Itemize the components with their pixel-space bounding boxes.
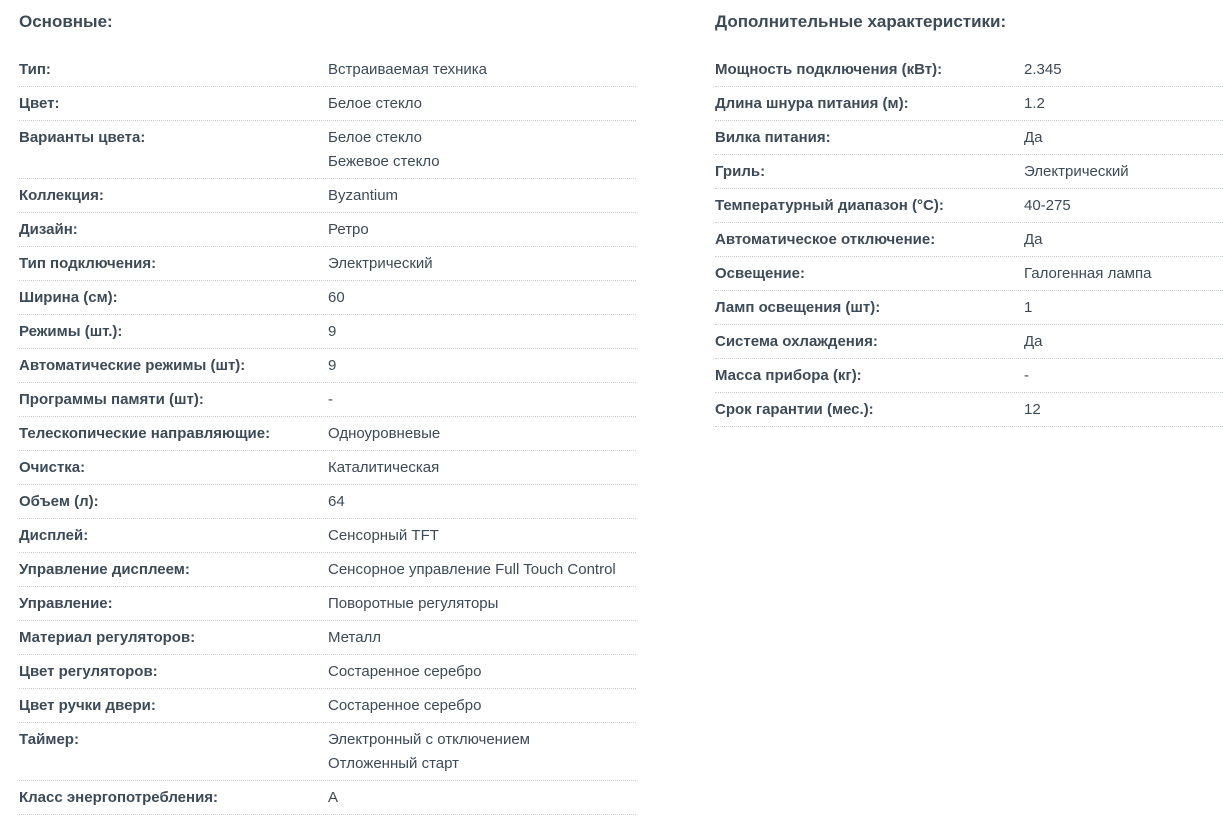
main-specs-list (19, 53, 636, 815)
spec-value: - (1024, 367, 1029, 384)
spec-label: Гриль: (715, 163, 766, 180)
spec-row-auto-modes (19, 349, 636, 383)
spec-value: Металл (328, 629, 382, 646)
spec-label: Ламп освещения (шт): (715, 299, 881, 316)
spec-row-timer (19, 723, 636, 781)
spec-label: Телескопические направляющие: (19, 425, 271, 442)
spec-value: Каталитическая (328, 459, 440, 476)
spec-row-energy-class (19, 781, 636, 815)
spec-value: 9 (328, 323, 337, 340)
spec-label: Управление дисплеем: (19, 561, 190, 578)
spec-label: Автоматические режимы (шт): (19, 357, 246, 374)
spec-value-line: Бежевое стекло (328, 153, 440, 170)
spec-row-connection-type (19, 247, 636, 281)
spec-value: Byzantium (328, 187, 399, 204)
spec-value-line: Отложенный старт (328, 755, 460, 772)
spec-label: Температурный диапазон (°C): (715, 197, 944, 214)
spec-label: Управление: (19, 595, 113, 612)
spec-label: Программы памяти (шт): (19, 391, 204, 408)
spec-label: Освещение: (715, 265, 805, 282)
spec-label: Тип: (19, 61, 51, 78)
spec-value: Да (1024, 231, 1043, 248)
spec-value: 1 (1024, 299, 1033, 316)
spec-value: 2.345 (1024, 61, 1062, 78)
spec-label: Цвет регуляторов: (19, 663, 158, 680)
spec-value: Состаренное серебро (328, 663, 482, 680)
spec-value: Сенсорное управление Full Touch Control (328, 561, 616, 578)
spec-value: Галогенная лампа (1024, 265, 1152, 282)
spec-row-display (19, 519, 636, 553)
spec-value: 9 (328, 357, 337, 374)
spec-label: Мощность подключения (кВт): (715, 61, 943, 78)
spec-label: Таймер: (19, 731, 79, 748)
extra-specs-list (715, 53, 1223, 427)
spec-label: Автоматическое отключение: (715, 231, 936, 248)
spec-label: Коллекция: (19, 187, 104, 204)
spec-value: 40-275 (1024, 197, 1071, 214)
spec-value: Да (1024, 333, 1043, 350)
spec-row-volume (19, 485, 636, 519)
spec-row-warranty (715, 393, 1223, 427)
extra-specs-title: Дополнительные характеристики: (715, 12, 1007, 31)
spec-label: Вилка питания: (715, 129, 831, 146)
spec-row-knob-color (19, 655, 636, 689)
spec-label: Дисплей: (19, 527, 89, 544)
spec-label: Ширина (см): (19, 289, 118, 306)
spec-label: Цвет: (19, 95, 60, 112)
spec-row-lamp-count (715, 291, 1223, 325)
spec-label: Варианты цвета: (19, 129, 146, 146)
spec-value: 12 (1024, 401, 1041, 418)
spec-row-auto-shutoff (715, 223, 1223, 257)
spec-row-type (19, 53, 636, 87)
main-specs-title: Основные: (19, 12, 113, 31)
spec-row-temperature-range (715, 189, 1223, 223)
spec-value: Да (1024, 129, 1043, 146)
spec-row-color-variants (19, 121, 636, 179)
spec-value: Электрический (1024, 163, 1129, 180)
spec-value: - (328, 391, 333, 408)
spec-row-telescopic-rails (19, 417, 636, 451)
spec-row-weight (715, 359, 1223, 393)
spec-value (328, 728, 530, 776)
spec-value: 1.2 (1024, 95, 1045, 112)
spec-label: Масса прибора (кг): (715, 367, 862, 384)
spec-value: Поворотные регуляторы (328, 595, 499, 612)
spec-value (328, 126, 440, 174)
spec-value: Белое стекло (328, 95, 422, 112)
spec-row-modes (19, 315, 636, 349)
spec-row-control (19, 587, 636, 621)
spec-value: Сенсорный TFT (328, 527, 439, 544)
spec-value-line: Электронный с отключением (328, 731, 530, 748)
spec-value: Состаренное серебро (328, 697, 482, 714)
spec-row-color (19, 87, 636, 121)
spec-label: Режимы (шт.): (19, 323, 123, 340)
spec-value: Одноуровневые (328, 425, 441, 442)
spec-row-memory-programs (19, 383, 636, 417)
spec-row-collection (19, 179, 636, 213)
spec-label: Система охлаждения: (715, 333, 878, 350)
spec-value: Электрический (328, 255, 433, 272)
spec-row-knob-material (19, 621, 636, 655)
spec-label: Материал регуляторов: (19, 629, 196, 646)
spec-row-cord-length (715, 87, 1223, 121)
spec-label: Тип подключения: (19, 255, 157, 272)
spec-row-lighting (715, 257, 1223, 291)
spec-label: Цвет ручки двери: (19, 697, 156, 714)
spec-value: 64 (328, 493, 345, 510)
spec-row-width (19, 281, 636, 315)
spec-value: A (328, 789, 339, 806)
spec-label: Класс энергопотребления: (19, 789, 219, 806)
spec-row-grill (715, 155, 1223, 189)
spec-row-cleaning (19, 451, 636, 485)
spec-value: 60 (328, 289, 345, 306)
spec-label: Объем (л): (19, 493, 99, 510)
spec-row-plug (715, 121, 1223, 155)
spec-label: Длина шнура питания (м): (715, 95, 909, 112)
spec-row-design (19, 213, 636, 247)
spec-row-door-handle-color (19, 689, 636, 723)
spec-label: Срок гарантии (мес.): (715, 401, 874, 418)
spec-value-line: Белое стекло (328, 129, 422, 146)
spec-value: Встраиваемая техника (328, 61, 487, 78)
spec-value: Ретро (328, 221, 369, 238)
spec-label: Очистка: (19, 459, 86, 476)
spec-row-power (715, 53, 1223, 87)
spec-label: Дизайн: (19, 221, 78, 238)
spec-row-cooling-system (715, 325, 1223, 359)
spec-row-display-control (19, 553, 636, 587)
